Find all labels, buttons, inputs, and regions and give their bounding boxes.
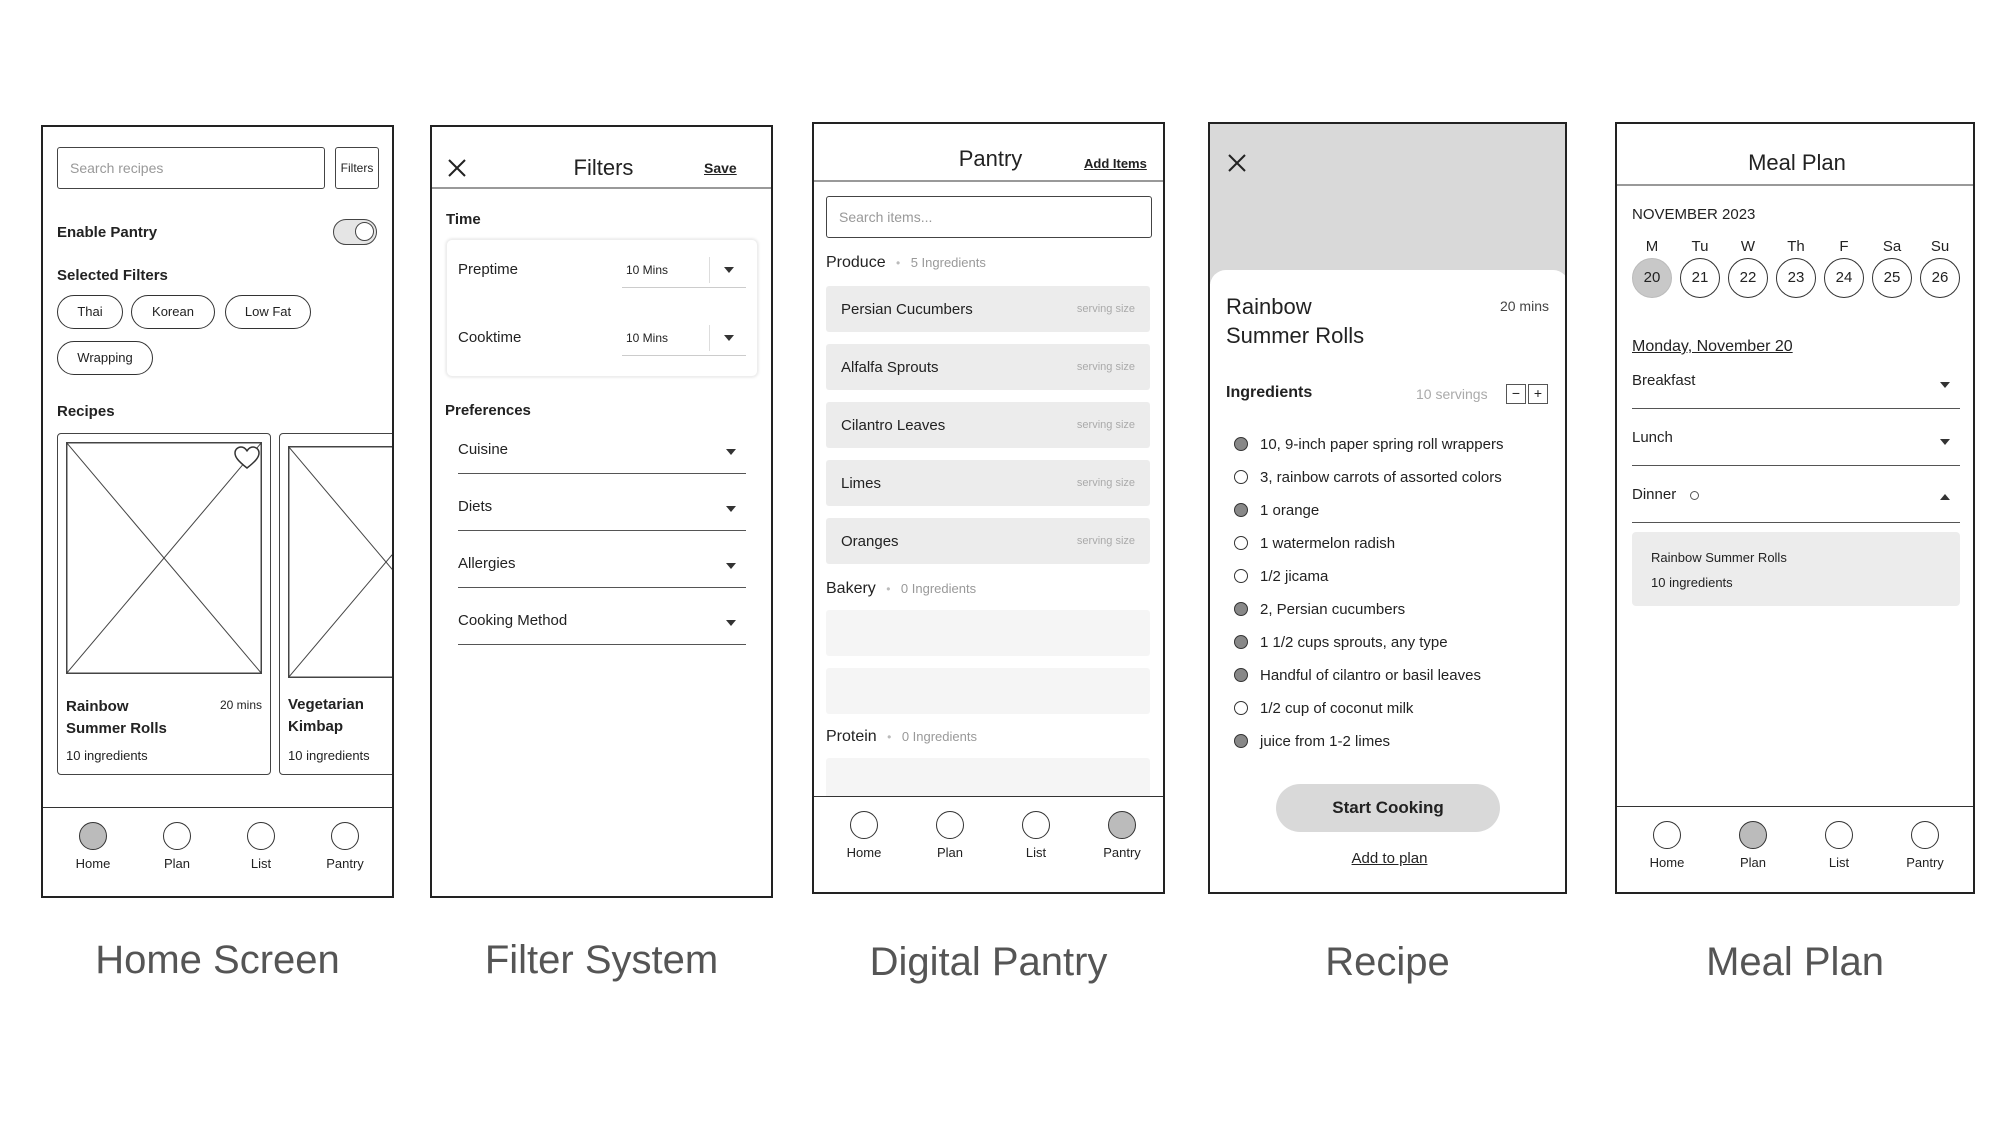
search-input[interactable] [57,147,325,189]
dinner-recipe-ingredients: 10 ingredients [1651,575,1733,590]
day-22[interactable]: 22 [1728,258,1768,298]
selected-date: Monday, November 20 [1632,338,1793,355]
home-icon [850,811,878,839]
ingredient-text: 10, 9-inch paper spring roll wrappers [1260,436,1504,453]
page-title: Pantry [958,146,1023,171]
filter-screen [430,125,773,898]
ingredient-item[interactable] [1234,634,1448,651]
nav-pantry[interactable] [305,822,385,871]
chevron-down-icon [726,620,736,626]
home-icon [79,822,107,850]
protein-count: 0 Ingredients [901,729,977,744]
pref-label: Diets [458,498,493,515]
pantry-item-name: Limes [841,475,882,492]
nav-label: Home [75,856,111,871]
ingredient-text: 1 watermelon radish [1260,535,1396,552]
ingredient-item[interactable] [1234,733,1390,750]
ingredient-checkbox [1234,437,1248,451]
dinner-recipe-title: Rainbow Summer Rolls [1651,550,1787,565]
ingredient-text: 1/2 cup of coconut milk [1260,700,1414,717]
weekday-label: Tu [1691,238,1709,255]
filter-chip-korean[interactable]: Korean [131,295,215,329]
pref-diets[interactable] [458,482,746,531]
recipe-card-title-line1: Vegetarian [288,696,364,713]
day-row [1632,258,1962,302]
protein-header: Protein • 0 Ingredients [826,728,977,745]
enable-pantry-label: Enable Pantry [57,224,158,241]
ingredient-checkbox [1234,701,1248,715]
ingredient-text: 2, Persian cucumbers [1260,601,1406,618]
recipe-card-title-line2: Summer Rolls [66,720,167,737]
preptime-value: 10 Mins [626,263,669,277]
cooktime-select[interactable] [622,321,746,356]
filters-button[interactable] [335,147,379,189]
pantry-item-name: Cilantro Leaves [841,417,946,434]
month-label: NOVEMBER 2023 [1632,206,1756,223]
meal-label: Lunch [1632,429,1673,446]
recipe-card-title-line2: Kimbap [288,718,344,735]
nav-label: Pantry [326,856,364,871]
time-label: Time [446,211,481,228]
header-divider [814,180,1163,182]
serving-size: serving size [1076,477,1135,489]
nav-home[interactable] [824,811,904,860]
empty-slot [826,610,1150,656]
ingredient-text: Handful of cilantro or basil leaves [1260,667,1481,684]
search-input[interactable] [826,196,1152,238]
protein-label: Protein [826,728,877,745]
ingredient-item[interactable] [1234,601,1405,618]
pantry-item[interactable] [826,460,1150,506]
nav-pantry[interactable] [1885,821,1965,870]
ingredient-checkbox [1234,569,1248,583]
recipe-time: 20 mins [1499,298,1549,314]
chevron-down-icon [724,267,734,273]
start-cooking-label: Start Cooking [1332,798,1444,817]
recipe-title-line2: Summer Rolls [1226,323,1365,348]
nav-plan[interactable] [137,822,217,871]
pantry-item-name: Alfalfa Sprouts [841,359,939,376]
plan-icon [163,822,191,850]
pref-cooking-method[interactable] [458,596,746,645]
weekday-label: W [1740,238,1756,255]
page-title: Meal Plan [1748,150,1846,175]
dinner-recipe-card[interactable] [1632,532,1960,606]
ingredient-checkbox [1234,734,1248,748]
pref-cuisine[interactable] [458,425,746,474]
ingredient-checkbox [1234,536,1248,550]
meal-breakfast[interactable] [1632,356,1960,409]
nav-label: Plan [163,856,191,871]
recipe-card-title [288,694,364,738]
nav-plan[interactable] [910,811,990,860]
bakery-label: Bakery [826,580,876,597]
chevron-down-icon [726,563,736,569]
pantry-screen [812,122,1165,894]
servings-decrease-button[interactable]: − [1506,384,1526,404]
day-20[interactable]: 20 [1632,258,1672,298]
pref-label: Allergies [458,555,516,572]
close-icon[interactable] [1228,154,1246,172]
chevron-down-icon [1940,382,1950,388]
ingredients-label: Ingredients [1226,384,1313,401]
ingredient-item[interactable] [1234,700,1413,717]
save-button[interactable]: Save [704,160,737,176]
chevron-down-icon [726,506,736,512]
ingredient-item[interactable] [1234,436,1503,453]
pref-label: Cooking Method [458,612,568,629]
bakery-count: 0 Ingredients [900,581,977,596]
produce-header: Produce • 5 Ingredients [826,254,986,271]
image-placeholder [288,446,394,678]
list-icon [1022,811,1050,839]
day-24[interactable]: 24 [1824,258,1864,298]
recipe-card-ingredients: 10 ingredients [288,748,370,763]
serving-size: serving size [1076,361,1135,373]
plan-icon [936,811,964,839]
dot-icon [1690,491,1699,500]
heart-icon[interactable] [234,446,260,470]
servings-label: 10 servings [1416,386,1488,402]
pantry-icon [1911,821,1939,849]
list-icon [247,822,275,850]
ingredient-checkbox [1234,602,1248,616]
bakery-header: Bakery • 0 Ingredients [826,580,977,597]
day-23[interactable]: 23 [1776,258,1816,298]
pref-label: Cuisine [458,441,509,458]
weekday-label: F [1839,238,1849,255]
ingredient-checkbox [1234,635,1248,649]
header-divider [432,187,771,189]
nav-plan[interactable] [1713,821,1793,870]
pantry-item-name: Oranges [841,533,899,550]
chevron-down-icon [1940,439,1950,445]
meal-lunch[interactable] [1632,413,1960,466]
selected-filters-label: Selected Filters [57,267,168,284]
chevron-down-icon [724,335,734,341]
weekday-label: Sa [1882,238,1902,255]
image-placeholder [66,442,262,674]
plan-icon [1739,821,1767,849]
ingredient-text: 1 1/2 cups sprouts, any type [1260,634,1448,651]
recipe-card[interactable] [279,433,394,775]
nav-label: Pantry [1906,855,1944,870]
weekday-label: Th [1787,238,1805,255]
cooktime-value: 10 Mins [626,331,669,345]
nav-label: Plan [936,845,964,860]
enable-pantry-toggle[interactable] [333,219,377,245]
recipe-card-ingredients: 10 ingredients [66,748,148,763]
caption-recipe: Recipe [1325,940,1450,984]
caption-digital-pantry: Digital Pantry [869,940,1108,984]
ingredient-item[interactable] [1234,469,1502,486]
caption-filter-system: Filter System [484,938,719,982]
search-placeholder: Search items... [839,209,933,225]
filter-chip-wrapping[interactable]: Wrapping [57,341,153,375]
cooktime-label: Cooktime [458,329,522,346]
list-icon [1825,821,1853,849]
produce-label: Produce [826,254,886,271]
ingredient-item[interactable] [1234,568,1328,585]
ingredient-checkbox [1234,668,1248,682]
nav-home[interactable] [53,822,133,871]
bottom-nav [43,807,392,898]
nav-label: Home [1649,855,1685,870]
recipe-card-title [66,696,167,740]
bottom-nav [1617,806,1973,894]
recipe-screen [1208,122,1567,894]
day-25[interactable]: 25 [1872,258,1912,298]
filters-button-label: Filters [340,161,374,175]
recipes-label: Recipes [57,403,115,420]
ingredient-list [1210,436,1567,766]
ingredient-item[interactable] [1234,535,1395,552]
serving-size: serving size [1076,535,1135,547]
nav-label: Home [846,845,882,860]
home-icon [1653,821,1681,849]
serving-size: serving size [1076,419,1135,431]
page-title: Filters [573,155,634,180]
toggle-knob [355,222,374,241]
serving-size: serving size [1076,303,1135,315]
ingredient-text: 1 orange [1260,502,1320,519]
day-26[interactable]: 26 [1920,258,1960,298]
pantry-item-name: Persian Cucumbers [841,301,973,318]
recipe-card-title-line1: Rainbow [66,698,129,715]
weekday-label: M [1645,238,1659,255]
header-divider [1617,184,1973,186]
ingredient-item[interactable] [1234,502,1319,519]
pref-allergies[interactable] [458,539,746,588]
nav-list[interactable] [1799,821,1879,870]
meal-label: Breakfast [1632,372,1696,389]
nav-label: Pantry [1103,845,1141,860]
add-to-plan-link[interactable]: Add to plan [1351,850,1428,867]
produce-count: 5 Ingredients [910,255,986,270]
ingredient-item[interactable] [1234,667,1481,684]
home-screen [41,125,394,898]
preptime-select[interactable] [622,253,746,288]
caption-meal-plan: Meal Plan [1706,940,1884,984]
preferences-label: Preferences [445,402,531,419]
recipe-title [1226,292,1364,350]
nav-label: Plan [1739,855,1767,870]
nav-label: List [1828,855,1850,870]
nav-list[interactable] [221,822,301,871]
pantry-item[interactable] [826,518,1150,564]
meal-dinner[interactable] [1632,470,1960,523]
pantry-item[interactable] [826,286,1150,332]
nav-home[interactable] [1627,821,1707,870]
nav-pantry[interactable] [1082,811,1162,860]
recipe-title-line1: Rainbow [1226,294,1312,319]
nav-list[interactable] [996,811,1076,860]
add-items-button[interactable]: Add Items [1084,156,1147,171]
chevron-up-icon [1940,494,1950,500]
weekday-label: Su [1930,238,1950,255]
start-cooking-button[interactable] [1276,784,1500,832]
recipe-card-time: 20 mins [219,698,262,712]
search-placeholder: Search recipes [70,160,164,176]
day-21[interactable]: 21 [1680,258,1720,298]
nav-label: List [1025,845,1047,860]
bottom-nav [814,796,1163,894]
servings-increase-button[interactable]: + [1528,384,1548,404]
pantry-icon [1108,811,1136,839]
filter-chip-thai[interactable]: Thai [57,295,123,329]
ingredient-text: juice from 1-2 limes [1260,733,1391,750]
preptime-label: Preptime [458,261,519,278]
pantry-item[interactable] [826,344,1150,390]
chevron-down-icon [726,449,736,455]
ingredient-checkbox [1234,470,1248,484]
weekday-row [1632,238,1962,258]
meal-plan-screen [1615,122,1975,894]
nav-label: List [250,856,272,871]
empty-slot [826,668,1150,714]
meal-label: Dinner [1632,486,1677,503]
ingredient-text: 1/2 jicama [1260,568,1329,585]
pantry-item[interactable] [826,402,1150,448]
pantry-icon [331,822,359,850]
ingredient-checkbox [1234,503,1248,517]
filter-chip-low-fat[interactable]: Low Fat [225,295,311,329]
recipe-card[interactable] [57,433,271,775]
caption-home-screen: Home Screen [95,938,340,982]
ingredient-text: 3, rainbow carrots of assorted colors [1260,469,1502,486]
recipe-image-header [1210,124,1567,284]
